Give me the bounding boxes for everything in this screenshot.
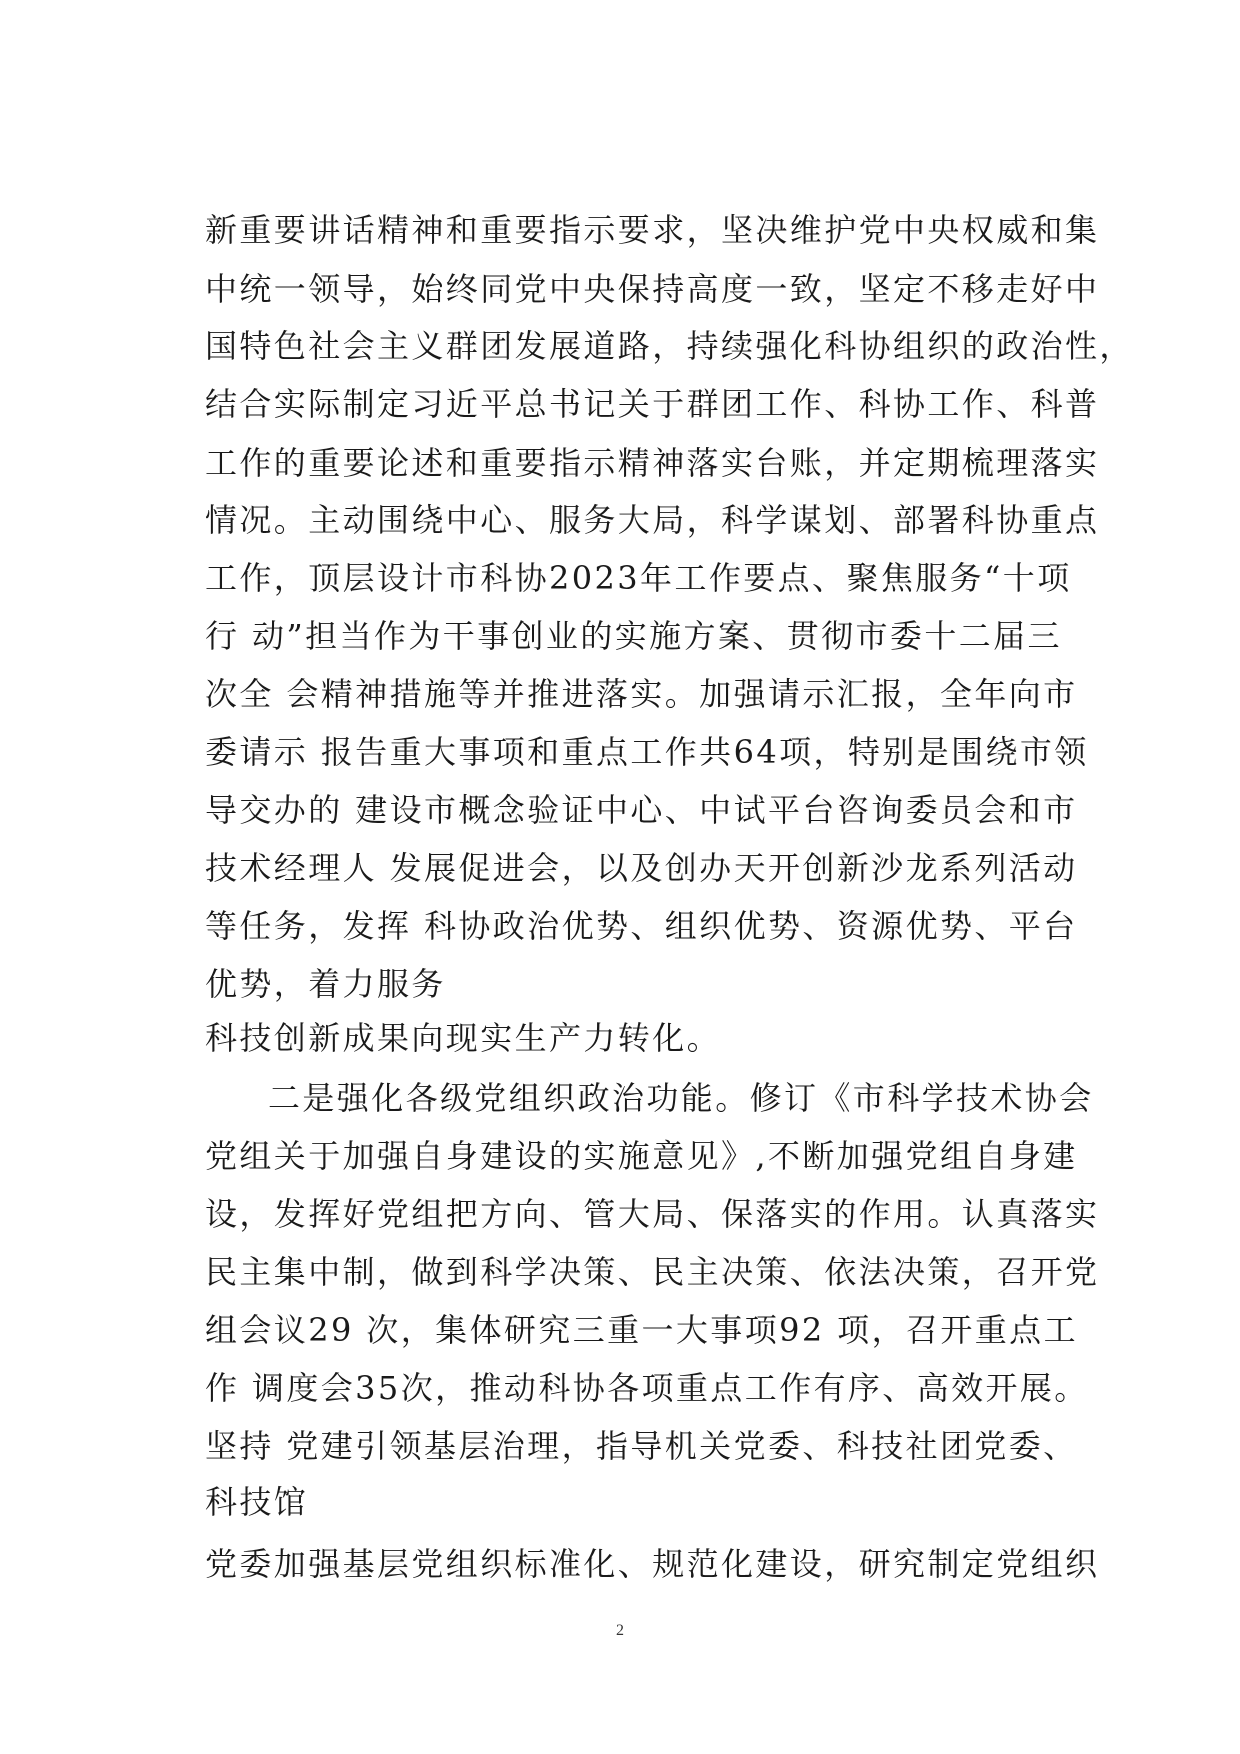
- text-line: 新重要讲话精神和重要指示要求，坚决维护党中央权威和集: [205, 211, 1100, 249]
- text-line: 优势，着力服务: [205, 965, 446, 1003]
- text-line: 作 调度会35次，推动科协各项重点工作有序、高效开展。: [205, 1369, 1089, 1407]
- text-line: 情况。主动围绕中心、服务大局，科学谋划、部署科协重点: [205, 501, 1100, 539]
- text-line: 委请示 报告重大事项和重点工作共64项，特别是围绕市领: [205, 733, 1089, 771]
- page-number: 2: [616, 1622, 624, 1639]
- text-line: 导交办的 建设市概念验证中心、中试平台咨询委员会和市: [205, 791, 1078, 829]
- text-line: 科技馆: [205, 1483, 309, 1521]
- text-line: 党委加强基层党组织标准化、规范化建设，研究制定党组织: [205, 1545, 1100, 1583]
- text-line: 工作，顶层设计市科协2023年工作要点、聚焦服务“十项: [205, 559, 1072, 597]
- text-line: 设，发挥好党组把方向、管大局、保落实的作用。认真落实: [205, 1195, 1100, 1233]
- text-line: 等任务，发挥 科协政治优势、组织优势、资源优势、平台: [205, 907, 1078, 945]
- text-line: 行 动”担当作为干事创业的实施方案、贯彻市委十二届三: [205, 617, 1062, 655]
- text-line: 科技创新成果向现实生产力转化。: [205, 1019, 722, 1057]
- text-line: 国特色社会主义群团发展道路，持续强化科协组织的政治性，: [205, 327, 1134, 365]
- text-line: 工作的重要论述和重要指示精神落实台账，并定期梳理落实: [205, 444, 1100, 482]
- text-line: 坚持 党建引领基层治理，指导机关党委、科技社团党委、: [205, 1427, 1078, 1465]
- text-line: 次全 会精神措施等并推进落实。加强请示汇报，全年向市: [205, 675, 1078, 713]
- text-line: 党组关于加强自身建设的实施意见》,不断加强党组自身建: [205, 1137, 1078, 1175]
- paragraph-first-line: 二是强化各级党组织政治功能。修订《市科学技术协会: [268, 1079, 1094, 1117]
- text-line: 组会议29 次，集体研究三重一大事项92 项，召开重点工: [205, 1311, 1078, 1349]
- text-line: 技术经理人 发展促进会，以及创办天开创新沙龙系列活动: [205, 849, 1078, 887]
- text-line: 中统一领导，始终同党中央保持高度一致，坚定不移走好中: [205, 270, 1100, 308]
- text-line: 民主集中制，做到科学决策、民主决策、依法决策，召开党: [205, 1253, 1100, 1291]
- text-line: 结合实际制定习近平总书记关于群团工作、科协工作、科普: [205, 385, 1100, 423]
